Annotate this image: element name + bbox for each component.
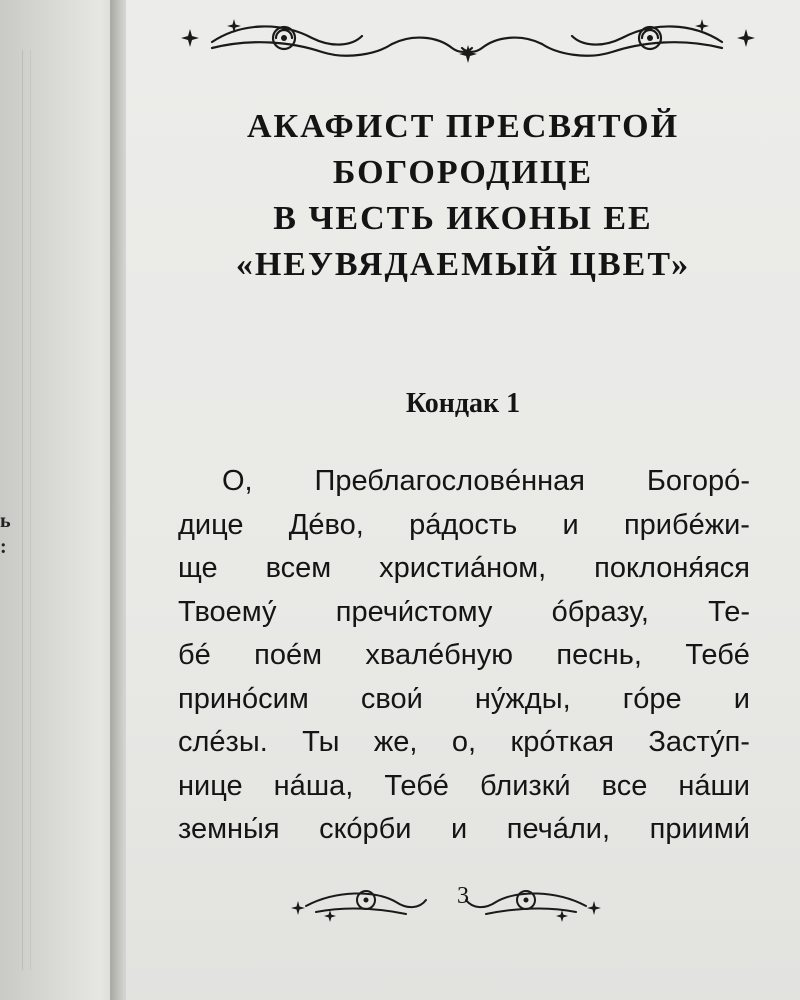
akathist-title bbox=[126, 104, 800, 288]
prayer-word: ну́жды, bbox=[474, 682, 571, 715]
prayer-word: Ты bbox=[302, 726, 340, 758]
prayer-word: христиáном, bbox=[379, 552, 547, 584]
prayer-word: крóткая bbox=[510, 726, 614, 758]
top-floral-ornament bbox=[172, 8, 762, 64]
prayer-word: и bbox=[451, 813, 468, 845]
prayer-word: печáли, bbox=[506, 813, 611, 845]
prayer-word: пречи́стому bbox=[335, 595, 493, 628]
prayer-word: прибéжи- bbox=[623, 508, 750, 541]
prayer-word: Засту́п- bbox=[648, 726, 750, 758]
prayer-word: рáдость bbox=[409, 508, 518, 541]
prayer-word: поéм bbox=[254, 639, 323, 671]
left-page-edge-colon: : bbox=[0, 536, 7, 558]
prayer-word: о, bbox=[451, 726, 477, 758]
prayer-line bbox=[178, 547, 750, 591]
left-page-edge-text bbox=[0, 508, 11, 560]
title-line: БОГОРОДИЦЕ bbox=[332, 154, 594, 191]
prayer-word: приими́ bbox=[649, 813, 750, 845]
prayer-word: дице bbox=[178, 508, 244, 541]
prayer-word: óбразу, bbox=[551, 595, 649, 628]
prayer-word: Тебé bbox=[685, 639, 750, 671]
left-page-frame-line bbox=[22, 50, 23, 970]
prayer-word: хвалéбную bbox=[365, 639, 514, 671]
prayer-word: ще bbox=[178, 552, 218, 584]
prayer-word: и bbox=[733, 682, 750, 715]
prayer-line bbox=[178, 765, 750, 809]
title-line: АКАФИСТ ПРЕСВЯТОЙ bbox=[246, 108, 680, 145]
prayer-word: скóрби bbox=[319, 813, 412, 845]
prayer-word: свои́ bbox=[360, 682, 423, 715]
prayer-word: Тебé bbox=[384, 769, 449, 802]
prayer-word: нице bbox=[178, 769, 243, 802]
page-number: 3 bbox=[457, 883, 469, 909]
prayer-word: гóре bbox=[622, 682, 682, 715]
prayer-word: нáша, bbox=[273, 769, 354, 802]
prayer-word: О, bbox=[222, 465, 253, 497]
prayer-word: же, bbox=[373, 726, 418, 758]
prayer-word: Те- bbox=[708, 595, 750, 628]
prayer-word: Твоему́ bbox=[178, 595, 277, 628]
prayer-line bbox=[178, 504, 750, 548]
prayer-word: все bbox=[601, 769, 648, 802]
prayer-word: бé bbox=[178, 639, 211, 671]
prayer-line bbox=[178, 591, 750, 635]
prayer-word: Преблагословéнная bbox=[314, 465, 585, 497]
prayer-word: близки́ bbox=[479, 769, 571, 802]
prayer-word: и bbox=[562, 508, 579, 541]
prayer-line bbox=[178, 808, 750, 852]
prayer-word: Богорó- bbox=[646, 465, 750, 497]
prayer-word: всем bbox=[265, 552, 332, 584]
kondak-heading: Кондак 1 bbox=[405, 388, 521, 419]
prayer-word: принóсим bbox=[178, 682, 309, 715]
prayer-word: слéзы. bbox=[178, 726, 268, 758]
prayer-word: Дéво, bbox=[288, 508, 364, 541]
prayer-line bbox=[178, 634, 750, 678]
left-page-frame-line-inner bbox=[30, 50, 31, 970]
left-page-edge-letter: ь bbox=[0, 510, 11, 532]
left-page-edge bbox=[0, 0, 118, 1000]
title-line: В ЧЕСТЬ ИКОНЫ ЕЕ bbox=[273, 200, 653, 237]
title-line: «НЕУВЯДАЕМЫЙ ЦВЕТ» bbox=[235, 246, 691, 283]
prayer-line bbox=[178, 721, 750, 765]
prayer-word: поклоня́яся bbox=[594, 552, 750, 584]
prayer-line bbox=[178, 678, 750, 722]
prayer-word: нáши bbox=[678, 769, 750, 802]
book-page bbox=[126, 0, 800, 1000]
prayer-line bbox=[178, 460, 750, 504]
prayer-word: земны́я bbox=[178, 813, 280, 845]
prayer-word: песнь, bbox=[556, 639, 642, 671]
prayer-text bbox=[178, 460, 750, 852]
